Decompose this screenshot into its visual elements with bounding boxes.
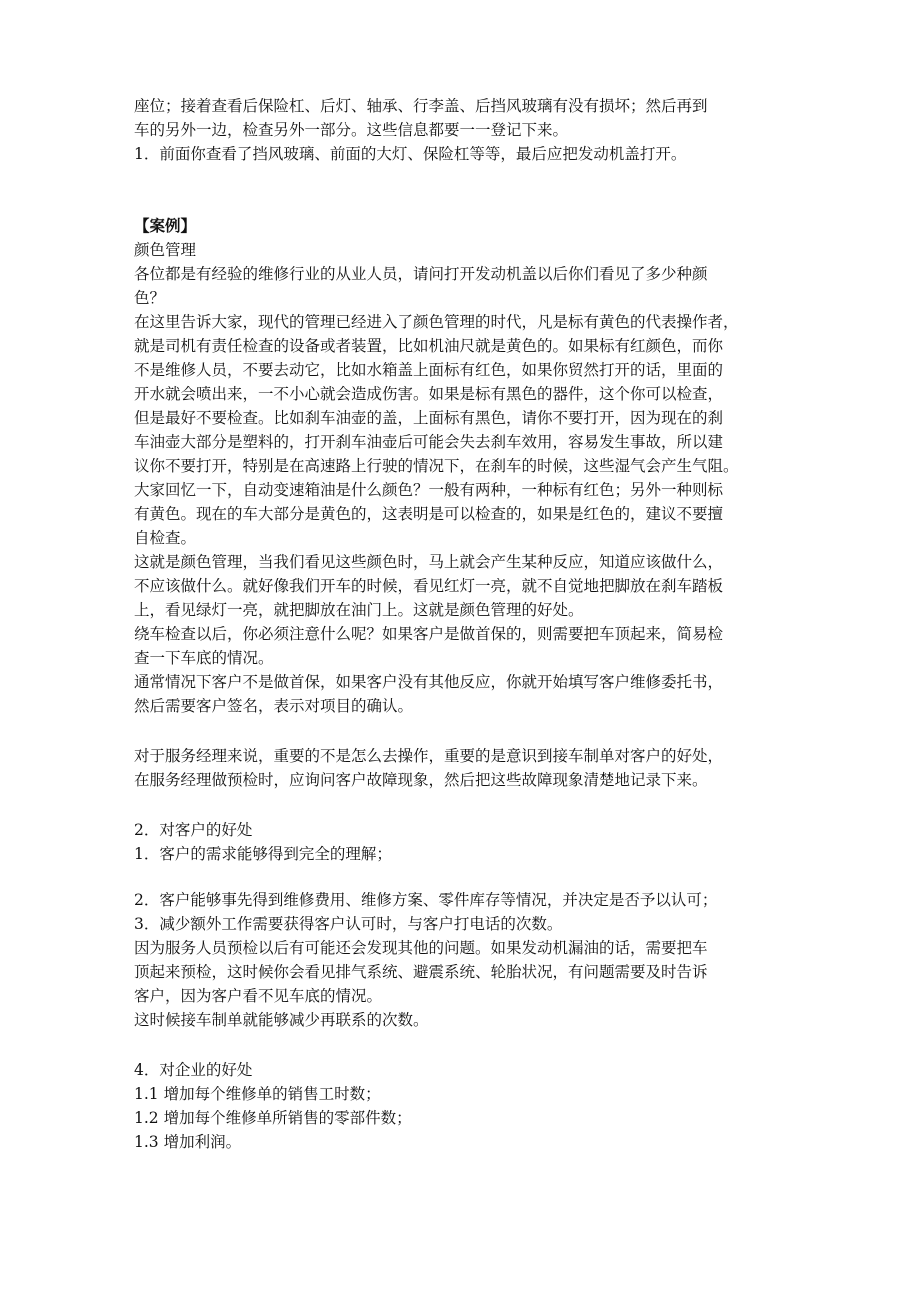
text-line: 议你不要打开，特别是在高速路上行驶的情况下，在刹车的时候，这些湿气会产生气阻。 xyxy=(134,457,739,475)
section-heading: 2．对客户的好处 xyxy=(134,821,253,839)
case-heading: 【案例】 xyxy=(134,216,197,235)
text-line: 这就是颜色管理，当我们看见这些颜色时，马上就会产生某种反应，知道应该做什么， xyxy=(134,553,724,571)
text-line: 自检查。 xyxy=(134,529,197,547)
text-line: 上，看见绿灯一亮，就把脚放在油门上。这就是颜色管理的好处。 xyxy=(134,601,584,619)
text-line: 因为服务人员预检以后有可能还会发现其他的问题。如果发动机漏油的话，需要把车 xyxy=(134,939,708,957)
text-line: 车油壶大部分是塑料的，打开刹车油壶后可能会失去刹车效用，容易发生事故，所以建 xyxy=(134,433,724,451)
text-line: 色？ xyxy=(134,289,166,307)
text-line: 车的另外一边，检查另外一部分。这些信息都要一一登记下来。 xyxy=(134,121,569,139)
text-line: 座位；接着查看后保险杠、后灯、轴承、行李盖、后挡风玻璃有没有损坏；然后再到 xyxy=(134,97,708,115)
text-line: 然后需要客户签名，表示对项目的确认。 xyxy=(134,697,414,715)
text-line: 开水就会喷出来，一不小心就会造成伤害。如果是标有黑色的器件，这个你可以检查， xyxy=(134,385,724,403)
text-line: 顶起来预检，这时候你会看见排气系统、避震系统、轮胎状况，有问题需要及时告诉 xyxy=(134,963,708,981)
text-line: 在服务经理做预检时，应询问客户故障现象，然后把这些故障现象清楚地记录下来。 xyxy=(134,771,708,789)
text-line: 这时候接车制单就能够减少再联系的次数。 xyxy=(134,1011,429,1029)
text-line: 不应该做什么。就好像我们开车的时候，看见红灯一亮，就不自觉地把脚放在刹车踏板 xyxy=(134,577,724,595)
text-line: 在这里告诉大家，现代的管理已经进入了颜色管理的时代，凡是标有黄色的代表操作者， xyxy=(134,313,739,331)
text-line: 大家回忆一下，自动变速箱油是什么颜色？一般有两种，一种标有红色；另外一种则标 xyxy=(134,481,724,499)
list-item: 1.3 增加利润。 xyxy=(134,1133,242,1151)
text-line: 对于服务经理来说，重要的不是怎么去操作，重要的是意识到接车制单对客户的好处， xyxy=(134,747,724,765)
text-line: 通常情况下客户不是做首保，如果客户没有其他反应，你就开始填写客户维修委托书， xyxy=(134,673,724,691)
list-item: 1．客户的需求能够得到完全的理解； xyxy=(134,845,392,863)
text-line: 绕车检查以后，你必须注意什么呢？如果客户是做首保的，则需要把车顶起来，简易检 xyxy=(134,625,724,643)
case-title: 颜色管理 xyxy=(134,241,197,259)
section-heading: 4．对企业的好处 xyxy=(134,1061,253,1079)
list-item: 1.2 增加每个维修单所销售的零部件数； xyxy=(134,1109,412,1127)
text-line: 但是最好不要检查。比如刹车油壶的盖，上面标有黑色，请你不要打开，因为现在的刹 xyxy=(134,409,724,427)
text-line: 客户，因为客户看不见车底的情况。 xyxy=(134,987,383,1005)
text-line: 查一下车底的情况。 xyxy=(134,649,274,667)
text-line: 各位都是有经验的维修行业的从业人员，请问打开发动机盖以后你们看见了多少种颜 xyxy=(134,265,708,283)
text-line: 有黄色。现在的车大部分是黄色的，这表明是可以检查的，如果是红色的，建议不要擅 xyxy=(134,505,724,523)
text-line: 就是司机有责任检查的设备或者装置，比如机油尺就是黄色的。如果标有红颜色，而你 xyxy=(134,337,724,355)
list-item: 2．客户能够事先得到维修费用、维修方案、零件库存等情况，并决定是否予以认可； xyxy=(134,891,718,909)
text-line: 不是维修人员，不要去动它，比如水箱盖上面标有红色，如果你贸然打开的话，里面的 xyxy=(134,361,724,379)
list-item: 1.1 增加每个维修单的销售工时数； xyxy=(134,1085,381,1103)
text-line: 1．前面你查看了挡风玻璃、前面的大灯、保险杠等等，最后应把发动机盖打开。 xyxy=(134,145,687,163)
list-item: 3．减少额外工作需要获得客户认可时，与客户打电话的次数。 xyxy=(134,915,563,933)
